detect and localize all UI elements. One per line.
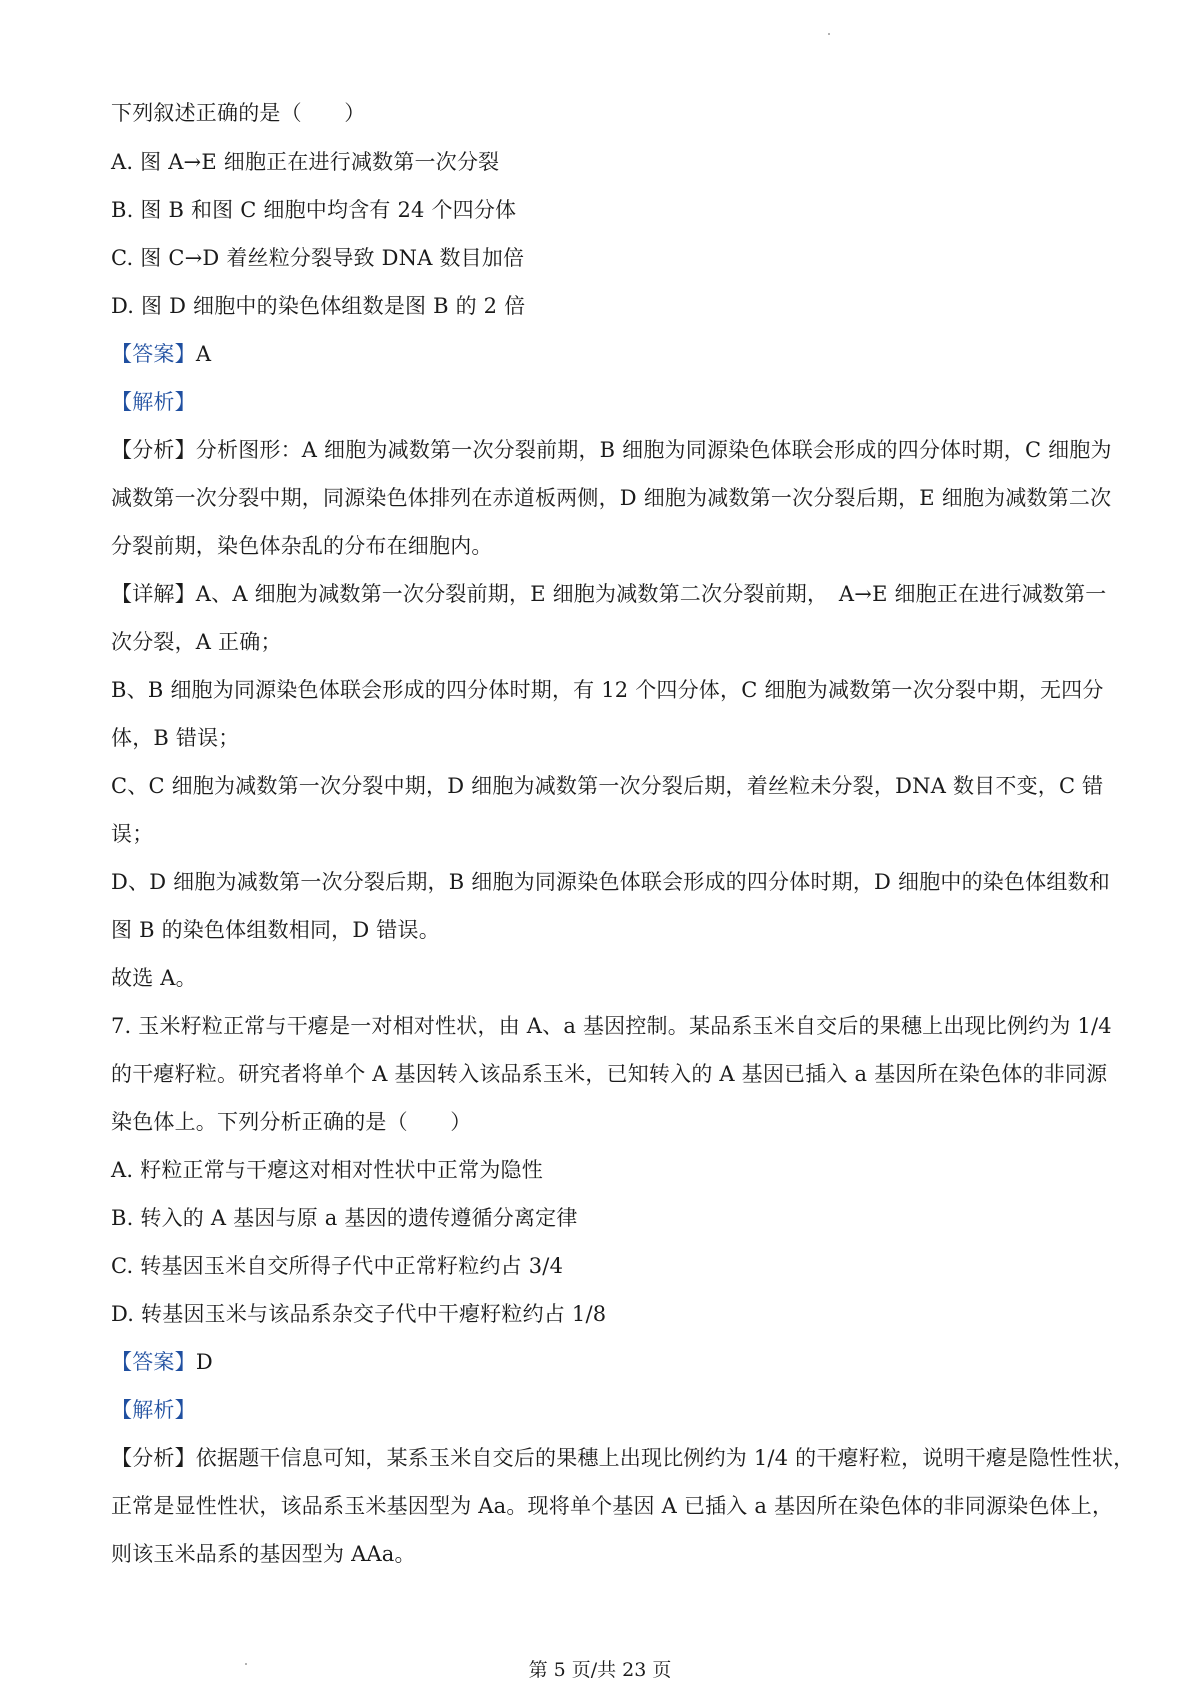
q7-option-c: C. 转基因玉米自交所得子代中正常籽粒约占 3/4 [111, 1254, 564, 1278]
q7-fenxi-line: 【分析】依据题干信息可知，某系玉米自交后的果穗上出现比例约为 1/4 的干瘪籽粒，说明干瘪是隐性性状， [111, 1446, 1135, 1470]
q6-xiangjie-line: 次分裂，A 正确； [111, 630, 282, 654]
q6-xiangjie-line: 【详解】A、A 细胞为减数第一次分裂前期，E 细胞为减数第二次分裂前期， A→E 细胞正在进行减数第一 [111, 582, 1107, 606]
q7-stem-line: 7. 玉米籽粒正常与干瘪是一对相对性状，由 A、a 基因控制。某品系玉米自交后的果穗上出现比例约为 1/4 [111, 1014, 1112, 1038]
q6-xiangjie-line: 误； [111, 822, 154, 846]
page-footer: 第 5 页/共 23 页 [528, 1659, 672, 1681]
q6-analysis-tag: 【解析】 [111, 390, 196, 414]
q6-option-a: A. 图 A→E 细胞正在进行减数第一次分裂 [111, 150, 500, 174]
q6-option-b: B. 图 B 和图 C 细胞中均含有 24 个四分体 [111, 198, 517, 222]
q6-xiangjie-line: D、D 细胞为减数第一次分裂后期，B 细胞为同源染色体联会形成的四分体时期，D 细胞中的染色体组数和 [111, 870, 1110, 894]
q6-option-c: C. 图 C→D 着丝粒分裂导致 DNA 数目加倍 [111, 246, 525, 270]
q6-xiangjie-line: 图 B 的染色体组数相同，D 错误。 [111, 918, 440, 942]
q6-xiangjie-line: C、C 细胞为减数第一次分裂中期，D 细胞为减数第一次分裂后期，着丝粒未分裂，DNA 数目不变，C 错 [111, 774, 1104, 798]
q7-stem-line: 的干瘪籽粒。研究者将单个 A 基因转入该品系玉米，已知转入的 A 基因已插入 a 基因所在染色体的非同源 [111, 1062, 1108, 1086]
answer-tag: 【答案】 [111, 1350, 196, 1374]
q7-option-a: A. 籽粒正常与干瘪这对相对性状中正常为隐性 [111, 1158, 543, 1182]
scan-dot [828, 33, 830, 35]
q6-fenxi-line: 分裂前期，染色体杂乱的分布在细胞内。 [111, 534, 493, 558]
q6-option-d: D. 图 D 细胞中的染色体组数是图 B 的 2 倍 [111, 294, 526, 318]
q6-xiangjie-line: B、B 细胞为同源染色体联会形成的四分体时期，有 12 个四分体，C 细胞为减数第一次分裂中期，无四分 [111, 678, 1104, 702]
q7-option-b: B. 转入的 A 基因与原 a 基因的遗传遵循分离定律 [111, 1206, 578, 1230]
answer-value: A [195, 342, 212, 366]
answer-tag: 【答案】 [111, 342, 196, 366]
q7-analysis-tag: 【解析】 [111, 1398, 196, 1422]
answer-value: D [195, 1350, 213, 1374]
q6-xiangjie-line: 故选 A。 [111, 966, 197, 990]
q7-fenxi-line: 则该玉米品系的基因型为 AAa。 [111, 1542, 416, 1566]
q6-stem: 下列叙述正确的是（ ） [111, 101, 366, 125]
q7-option-d: D. 转基因玉米与该品系杂交子代中干瘪籽粒约占 1/8 [111, 1302, 607, 1326]
q6-xiangjie-line: 体，B 错误； [111, 726, 240, 750]
q6-answer [111, 339, 1101, 369]
q7-fenxi-line: 正常是显性性状，该品系玉米基因型为 Aa。现将单个基因 A 已插入 a 基因所在染色体的非同源染色体上， [111, 1494, 1114, 1518]
q7-answer [111, 1347, 1101, 1377]
q6-fenxi-line: 减数第一次分裂中期，同源染色体排列在赤道板两侧，D 细胞为减数第一次分裂后期，E 细胞为减数第二次 [111, 486, 1112, 510]
q6-fenxi-line: 【分析】分析图形：A 细胞为减数第一次分裂前期，B 细胞为同源染色体联会形成的四分体时期，C 细胞为 [111, 438, 1112, 462]
q7-stem-line: 染色体上。下列分析正确的是（ ） [111, 1110, 472, 1134]
